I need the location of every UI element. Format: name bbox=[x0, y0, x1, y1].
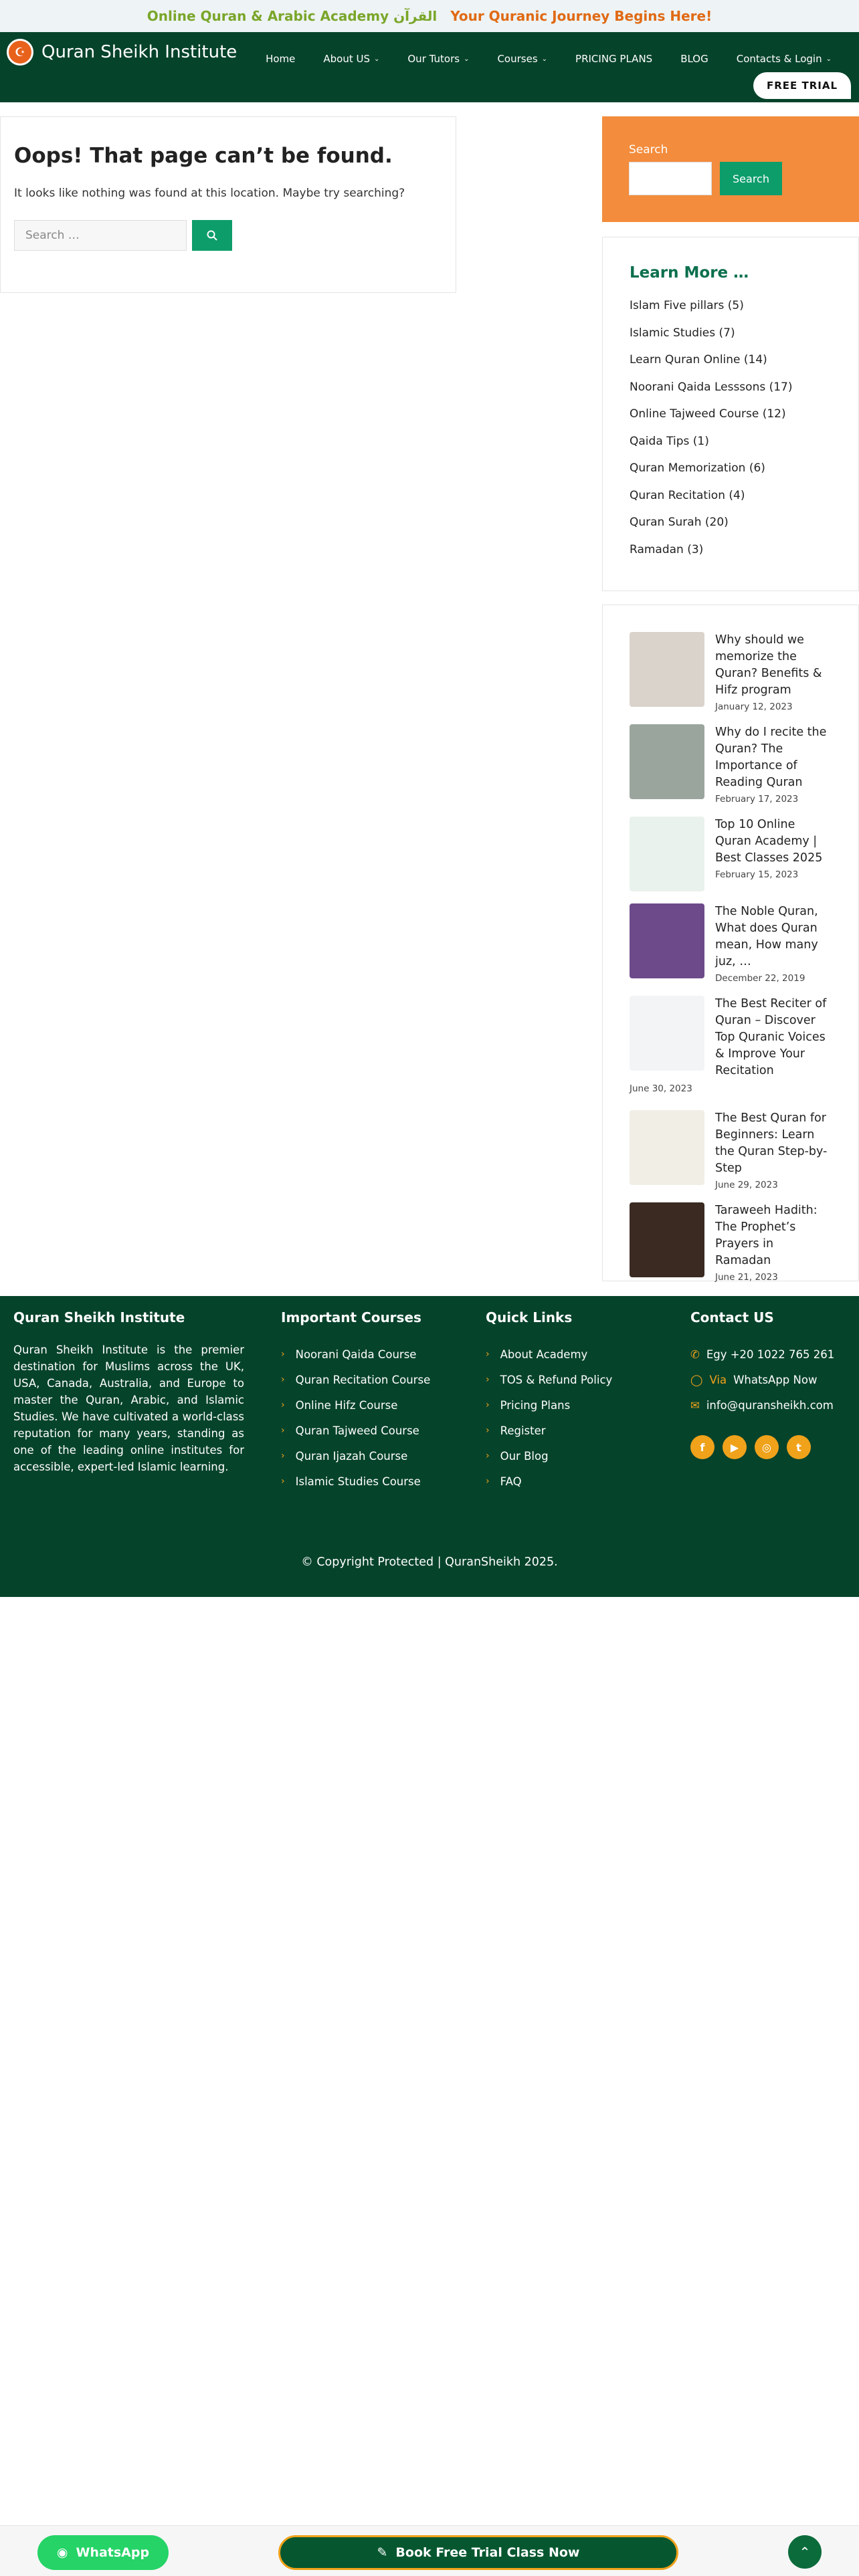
post-title[interactable]: The Best Quran for Beginners: Learn the Quran Step-by-Step bbox=[715, 1111, 828, 1175]
recent-post[interactable] bbox=[630, 996, 832, 1079]
footer-quick-link[interactable]: › FAQ bbox=[486, 1475, 522, 1488]
footer-courses-title: Important Courses bbox=[281, 1309, 421, 1325]
recent-post[interactable] bbox=[630, 817, 832, 891]
chevron-right-icon: › bbox=[281, 1349, 285, 1360]
post-thumbnail[interactable] bbox=[630, 903, 704, 978]
search-input[interactable]: Search … bbox=[14, 220, 187, 251]
post-title[interactable]: The Noble Quran, What does Quran mean, How many juz, … bbox=[715, 905, 818, 968]
post-title[interactable]: The Best Reciter of Quran – Discover Top Quranic Voices & Improve Your Recitation bbox=[715, 997, 827, 1077]
site-logo[interactable] bbox=[7, 39, 237, 66]
footer-course-link[interactable]: › Noorani Qaida Course bbox=[281, 1348, 417, 1361]
chevron-right-icon: › bbox=[281, 1476, 285, 1487]
categories-title: Learn More … bbox=[630, 264, 749, 282]
categories-widget bbox=[602, 237, 859, 591]
footer-course-link[interactable]: › Quran Recitation Course bbox=[281, 1373, 431, 1386]
instagram-icon[interactable]: ◎ bbox=[755, 1435, 779, 1459]
whatsapp-button[interactable]: ◉ WhatsApp bbox=[37, 2535, 169, 2570]
chevron-right-icon: › bbox=[486, 1425, 490, 1436]
book-trial-button[interactable]: ✎ Book Free Trial Class Now bbox=[278, 2535, 678, 2570]
category-link[interactable]: Quran Surah (20) bbox=[630, 516, 729, 529]
search-form bbox=[14, 220, 442, 251]
whatsapp-icon: ◯ bbox=[690, 1373, 703, 1386]
category-link[interactable]: Quran Recitation (4) bbox=[630, 488, 745, 502]
chevron-down-icon: ⌄ bbox=[373, 55, 380, 63]
footer-contact-title: Contact US bbox=[690, 1309, 774, 1325]
recent-post[interactable] bbox=[630, 724, 832, 804]
category-link[interactable]: Quran Memorization (6) bbox=[630, 461, 765, 475]
nav-item-pricing-plans[interactable]: PRICING PLANS bbox=[575, 53, 653, 65]
footer-quick-link[interactable]: › About Academy bbox=[486, 1348, 588, 1361]
facebook-icon[interactable]: f bbox=[690, 1435, 714, 1459]
sticky-bottom-bar bbox=[0, 2525, 859, 2576]
recent-post[interactable] bbox=[630, 632, 832, 712]
mail-icon: ✉ bbox=[690, 1398, 700, 1412]
search-button[interactable] bbox=[192, 220, 232, 251]
nav-item-our-tutors[interactable]: Our Tutors ⌄ bbox=[407, 53, 470, 65]
post-title[interactable]: Taraweeh Hadith: The Prophet’s Prayers in Ramadan bbox=[715, 1204, 818, 1267]
sidebar-search-input[interactable] bbox=[629, 162, 712, 195]
post-title[interactable]: Top 10 Online Quran Academy | Best Classes 2025 bbox=[715, 818, 823, 865]
recent-posts-widget bbox=[602, 605, 859, 1281]
category-link[interactable]: Qaida Tips (1) bbox=[630, 434, 709, 448]
post-thumbnail[interactable] bbox=[630, 1202, 704, 1277]
not-found-message: It looks like nothing was found at this location. Maybe try searching? bbox=[14, 187, 405, 200]
nav-item-home[interactable]: Home bbox=[266, 53, 296, 65]
phone-icon: ✆ bbox=[690, 1348, 700, 1361]
site-footer bbox=[0, 1296, 859, 1597]
post-thumbnail[interactable] bbox=[630, 817, 704, 891]
footer-quick-link[interactable]: › Our Blog bbox=[486, 1449, 549, 1463]
category-link[interactable]: Noorani Qaida Lesssons (17) bbox=[630, 380, 793, 394]
chevron-right-icon: › bbox=[486, 1400, 490, 1410]
footer-courses bbox=[281, 1309, 430, 1494]
announcement-left: Online Quran & Arabic Academy القرآن bbox=[147, 8, 438, 24]
post-title[interactable]: Why do I recite the Quran? The Importance of Reading Quran bbox=[715, 726, 827, 789]
youtube-icon[interactable]: ▶ bbox=[723, 1435, 747, 1459]
footer-links-title: Quick Links bbox=[486, 1309, 573, 1325]
search-icon bbox=[207, 230, 217, 241]
main-nav bbox=[252, 45, 846, 72]
post-date: June 21, 2023 bbox=[715, 1272, 778, 1283]
site-header bbox=[0, 32, 859, 102]
post-date: February 15, 2023 bbox=[715, 869, 799, 880]
footer-about bbox=[13, 1309, 244, 1475]
chevron-right-icon: › bbox=[486, 1476, 490, 1487]
footer-course-link[interactable]: › Quran Tajweed Course bbox=[281, 1424, 419, 1437]
post-date: June 29, 2023 bbox=[715, 1180, 778, 1190]
chevron-right-icon: › bbox=[486, 1349, 490, 1360]
footer-about-title: Quran Sheikh Institute bbox=[13, 1309, 185, 1325]
logo-icon: ☪ bbox=[7, 39, 33, 66]
post-date: February 17, 2023 bbox=[715, 794, 799, 804]
announcement-right: Your Quranic Journey Begins Here! bbox=[450, 8, 712, 24]
recent-post[interactable] bbox=[630, 1110, 832, 1190]
category-link[interactable]: Ramadan (3) bbox=[630, 542, 704, 556]
footer-about-text: Quran Sheikh Institute is the premier destination for Muslims across the UK, USA, Canada, Australia, and Europe to master the Quran, Arabic, and Islamic Studies. We have cultivated a world-class reputation for many years, standing as one of the leading online institutes for accessible, expert-led Islamic learning. bbox=[13, 1344, 244, 1473]
footer-quick-links bbox=[486, 1309, 612, 1494]
scroll-top-button[interactable] bbox=[788, 2535, 822, 2569]
chevron-down-icon: ⌄ bbox=[826, 55, 832, 63]
sidebar-search-button[interactable]: Search bbox=[720, 162, 782, 195]
chevron-right-icon: › bbox=[281, 1451, 285, 1461]
footer-quick-link[interactable]: › Register bbox=[486, 1424, 546, 1437]
post-thumbnail[interactable] bbox=[630, 632, 704, 707]
sidebar-search-label: Search bbox=[629, 143, 668, 156]
post-thumbnail[interactable] bbox=[630, 724, 704, 799]
footer-course-link[interactable]: › Quran Ijazah Course bbox=[281, 1449, 408, 1463]
free-trial-button[interactable]: FREE TRIAL bbox=[753, 72, 851, 99]
page-title: Oops! That page can’t be found. bbox=[14, 144, 393, 168]
category-link[interactable]: Learn Quran Online (14) bbox=[630, 353, 767, 366]
footer-contact bbox=[690, 1309, 834, 1459]
post-date: January 12, 2023 bbox=[715, 702, 793, 712]
category-link[interactable]: Islam Five pillars (5) bbox=[630, 299, 744, 312]
post-date: June 30, 2023 bbox=[630, 1083, 692, 1094]
nav-item-courses[interactable]: Courses ⌄ bbox=[497, 53, 548, 65]
nav-item-about-us[interactable]: About US ⌄ bbox=[323, 53, 380, 65]
chevron-down-icon: ⌄ bbox=[464, 55, 470, 63]
contact-whatsapp[interactable]: ◯ Via WhatsApp Now bbox=[690, 1373, 818, 1386]
footer-quick-link[interactable]: › Pricing Plans bbox=[486, 1398, 571, 1412]
announcement-bar bbox=[0, 0, 859, 32]
sidebar-search-widget bbox=[602, 116, 859, 222]
post-thumbnail[interactable] bbox=[630, 1110, 704, 1185]
category-link[interactable]: Online Tajweed Course (12) bbox=[630, 407, 786, 421]
chevron-right-icon: › bbox=[486, 1374, 490, 1385]
footer-course-link[interactable]: › Islamic Studies Course bbox=[281, 1475, 421, 1488]
category-link[interactable]: Islamic Studies (7) bbox=[630, 326, 735, 340]
post-thumbnail[interactable] bbox=[630, 996, 704, 1071]
nav-item-blog[interactable]: BLOG bbox=[680, 53, 708, 65]
chevron-down-icon: ⌄ bbox=[541, 55, 548, 63]
footer-course-link[interactable]: › Online Hifz Course bbox=[281, 1398, 398, 1412]
copyright-text: © Copyright Protected | QuranSheikh 2025. bbox=[301, 1555, 558, 1569]
recent-post[interactable] bbox=[630, 1202, 832, 1283]
contact-email[interactable]: ✉ info@quransheikh.com bbox=[690, 1398, 834, 1412]
twitter-icon[interactable]: t bbox=[787, 1435, 811, 1459]
social-links bbox=[690, 1435, 834, 1459]
recent-post[interactable] bbox=[630, 903, 832, 984]
nav-item-contacts-login[interactable]: Contacts & Login ⌄ bbox=[736, 53, 832, 65]
logo-text: Quran Sheikh Institute bbox=[41, 42, 237, 62]
chevron-right-icon: › bbox=[486, 1451, 490, 1461]
post-date: December 22, 2019 bbox=[715, 973, 805, 984]
not-found-panel bbox=[0, 116, 456, 293]
footer-quick-link[interactable]: › TOS & Refund Policy bbox=[486, 1373, 613, 1386]
student-icon: ✎ bbox=[377, 2545, 388, 2560]
post-title[interactable]: Why should we memorize the Quran? Benefits & Hifz program bbox=[715, 633, 822, 697]
chevron-right-icon: › bbox=[281, 1400, 285, 1410]
whatsapp-icon: ◉ bbox=[56, 2545, 68, 2560]
contact-phone[interactable]: ✆ Egy +20 1022 765 261 bbox=[690, 1348, 835, 1361]
chevron-right-icon: › bbox=[281, 1425, 285, 1436]
chevron-up-icon: ⌃ bbox=[799, 2544, 811, 2560]
chevron-right-icon: › bbox=[281, 1374, 285, 1385]
